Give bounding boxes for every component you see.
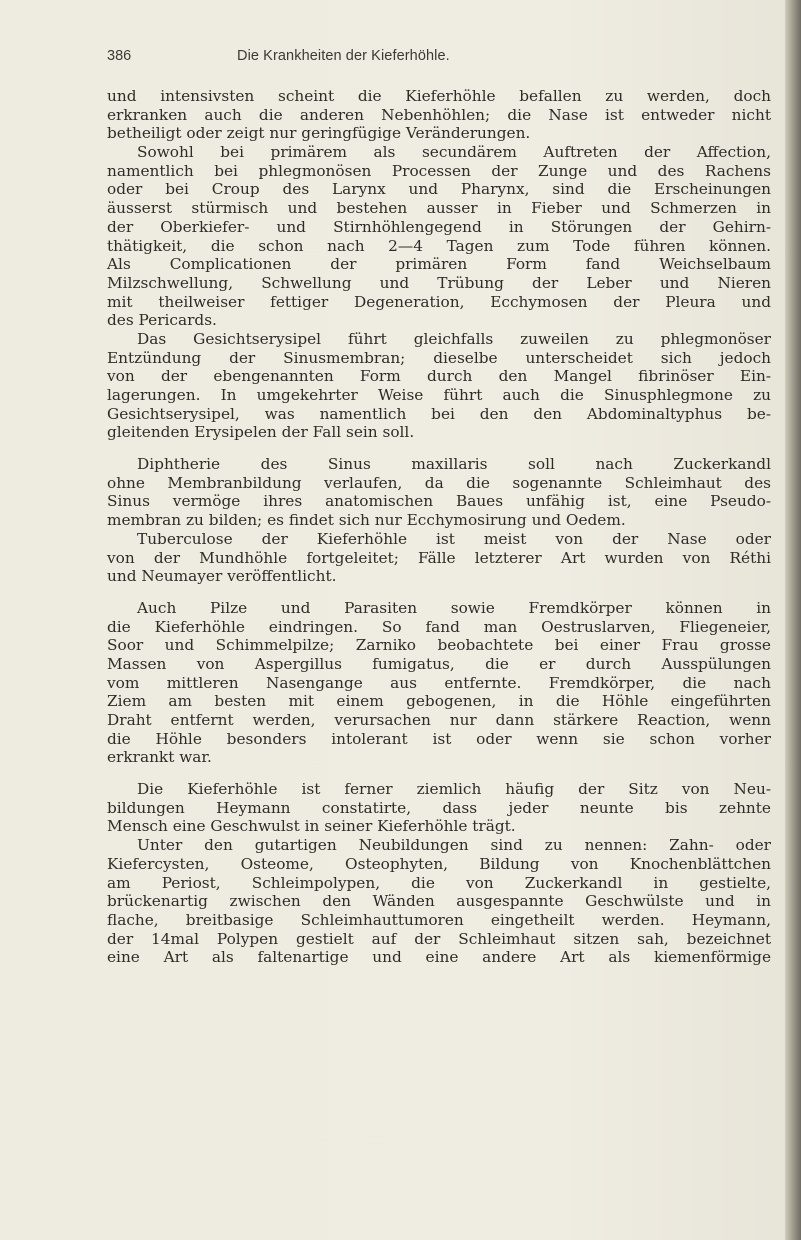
text-line: von der ebengenannten Form durch den Mangel fibrinöser Ein- <box>107 367 771 386</box>
text-line: die Kieferhöhle eindringen. So fand man Oestruslarven, Fliegeneier, <box>107 617 771 636</box>
text-line: Soor und Schimmelpilze; Zarniko beobachtete bei einer Frau grosse <box>107 636 771 655</box>
text-line: flache, breitbasige Schleimhauttumoren eingetheilt werden. Heymann, <box>107 910 771 929</box>
text-line: erkranken auch die anderen Nebenhöhlen; die Nase ist entweder nicht <box>107 105 771 124</box>
text-line: Kiefercysten, Osteome, Osteophyten, Bildung von Knochenblättchen <box>107 854 771 873</box>
text-line: brückenartig zwischen den Wänden ausgespannte Geschwülste und in <box>107 892 771 911</box>
text-line: Tuberculose der Kieferhöhle ist meist von der Nase oder <box>137 529 771 548</box>
book-spine-shadow <box>785 0 801 1240</box>
text-line: ohne Membranbildung verlaufen, da die sogenannte Schleimhaut des <box>107 473 771 492</box>
text-line: vom mittleren Nasengange aus entfernte. Fremdkörper, die nach <box>107 673 771 692</box>
text-line: und intensivsten scheint die Kieferhöhle befallen zu werden, doch <box>107 87 771 105</box>
text-line: des Pericards. <box>107 311 217 330</box>
text-line: Die Kieferhöhle ist ferner ziemlich häufig der Sitz von Neu- <box>137 780 771 799</box>
text-line: am Periost, Schleimpolypen, die von Zuckerkandl in gestielte, <box>107 873 771 892</box>
text-line: die Höhle besonders intolerant ist oder wenn sie schon vorher <box>107 729 771 748</box>
text-line: eine Art als faltenartige und eine andere Art als kiemenförmige <box>107 948 771 967</box>
text-line: lagerungen. In umgekehrter Weise führt auch die Sinusphlegmone zu <box>107 386 771 404</box>
text-line: der Oberkiefer- und Stirnhöhlengegend in Störungen der Gehirn- <box>107 217 771 236</box>
text-line: Ziem am besten mit einem gebogenen, in die Höhle eingeführten <box>107 692 771 711</box>
text-line: von der Mundhöhle fortgeleitet; Fälle letzterer Art wurden von Réthi <box>107 548 771 567</box>
text-line: oder bei Croup des Larynx und Pharynx, sind die Erscheinungen <box>107 180 771 199</box>
text-line: der 14mal Polypen gestielt auf der Schleimhaut sitzen sah, bezeichnet <box>107 929 771 948</box>
text-line: Entzündung der Sinusmembran; dieselbe unterscheidet sich jedoch <box>107 348 771 367</box>
text-line: und Neumayer veröffentlicht. <box>107 567 337 586</box>
text-line: Massen von Aspergillus fumigatus, die er durch Ausspülungen <box>107 654 771 673</box>
paragraph-gap <box>107 586 771 599</box>
running-title: Die Krankheiten der Kieferhöhle. <box>237 48 450 64</box>
text-line: Das Gesichtserysipel führt gleichfalls zuweilen zu phlegmonöser <box>137 329 771 348</box>
text-line: Mensch eine Geschwulst in seiner Kieferhöhle trägt. <box>107 817 516 836</box>
text-line: Auch Pilze und Parasiten sowie Fremdkörper können in <box>137 598 771 617</box>
page-number: 386 <box>107 48 132 64</box>
page-header <box>107 48 767 72</box>
text-line: Als Complicationen der primären Form fand Weichselbaum <box>107 255 771 274</box>
text-line: Sinus vermöge ihres anatomischen Baues unfähig ist, eine Pseudo- <box>107 492 771 511</box>
text-line: Draht entfernt werden, verursachen nur dann stärkere Reaction, wenn <box>107 711 771 729</box>
text-line: Gesichtserysipel, was namentlich bei den den Abdominaltyphus be- <box>107 404 771 423</box>
text-line: betheiligt oder zeigt nur geringfügige Veränderungen. <box>107 124 531 143</box>
text-line: Unter den gutartigen Neubildungen sind zu nennen: Zahn- oder <box>137 836 771 855</box>
text-line: erkrankt war. <box>107 748 212 767</box>
text-line: Sowohl bei primärem als secundärem Auftreten der Affection, <box>137 143 771 162</box>
text-line: thätigkeit, die schon nach 2—4 Tagen zum Tode führen können. <box>107 236 771 255</box>
text-line: namentlich bei phlegmonösen Processen der Zunge und des Rachens <box>107 161 771 180</box>
text-line: äusserst stürmisch und bestehen ausser in Fieber und Schmerzen in <box>107 199 771 218</box>
text-line: membran zu bilden; es findet sich nur Ecchymosirung und Oedem. <box>107 511 626 530</box>
body-text <box>107 87 771 967</box>
paragraph-gap <box>107 767 771 780</box>
text-line: gleitenden Erysipelen der Fall sein soll. <box>107 423 415 442</box>
text-line: mit theilweiser fettiger Degeneration, Ecchymosen der Pleura und <box>107 292 771 311</box>
text-line: bildungen Heymann constatirte, dass jeder neunte bis zehnte <box>107 798 771 817</box>
paragraph-gap <box>107 442 771 455</box>
text-line: Milzschwellung, Schwellung und Trübung der Leber und Nieren <box>107 273 771 292</box>
text-line: Diphtherie des Sinus maxillaris soll nach Zuckerkandl <box>137 455 771 474</box>
